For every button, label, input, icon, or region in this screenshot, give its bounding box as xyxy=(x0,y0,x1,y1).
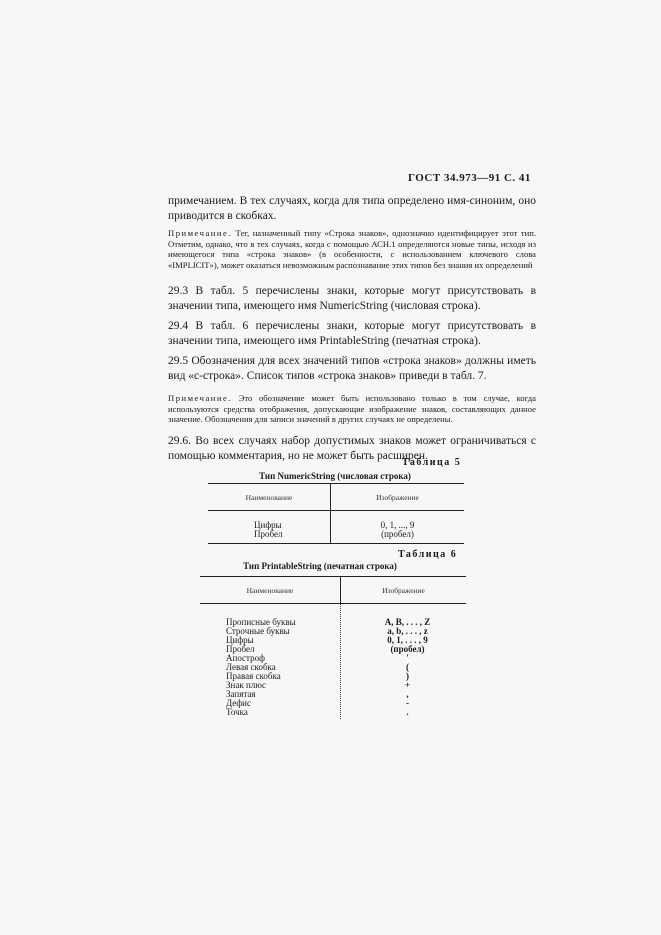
table-5-row-1-cell xyxy=(208,530,331,544)
table-6-row-1-image: a, b, . . . , z xyxy=(387,626,428,636)
note-1-body: Tег, назначенный типу «Строка знаков», однозначно идентифицирует этот тип. Отметим, однако, что в тех случаях, когда с помощью АСН.1 определяются новые типы, исходя из имеющегося типа «строка знаков» (в особенности, с использованием ключевого слова «IMPLICIT»), может оказаться невозможным распознавание этих типов без знания их определений xyxy=(168,228,536,270)
table-6 xyxy=(200,576,466,719)
table-6-row-3-name: Пробел xyxy=(226,644,255,654)
table-5-col-name: Наименование xyxy=(208,484,331,511)
table-5-names xyxy=(208,511,331,531)
table-6-row-7-name: Знак плюс xyxy=(226,680,266,690)
table-row xyxy=(208,530,464,544)
table-6-row-3-image: (пробел) xyxy=(390,644,425,654)
table-6-row-1-name: Строчные буквы xyxy=(226,626,290,636)
paragraph-intro: примечанием. В тех случаях, когда для типа определено имя-синоним, оно приводится в скобках. xyxy=(168,195,536,222)
table-6-row-7-image: + xyxy=(404,680,411,690)
paragraph-29-3: 29.3 В табл. 5 перечислены знаки, которые могут присутствовать в значении типа, имеющего имя NumericString (числовая строка). xyxy=(168,285,536,312)
table-5-col-image: Изображение xyxy=(331,484,465,511)
table-6-row-9-name: Дефис xyxy=(226,698,251,708)
note-1-head: Примечание. xyxy=(168,228,232,238)
table-6-row-2-image: 0, 1, . . . , 9 xyxy=(387,635,428,645)
table-6-images xyxy=(341,604,467,720)
note-2-head: Примечание. xyxy=(168,393,232,403)
table-5-row-0-name: Цифры xyxy=(254,520,282,530)
table-6-row-9-image: - xyxy=(406,698,409,708)
table-6-names xyxy=(200,604,341,720)
table-6-row-5-image: ( xyxy=(406,662,409,672)
table-6-row-6-name: Правая скобка xyxy=(226,671,281,681)
table-6-caption: Тип PrintableString (печатная строка) xyxy=(243,561,397,571)
table-6-row-6-image: ) xyxy=(406,671,409,681)
paragraph-29-5: 29.5 Обозначения для всех значений типов «строка знаков» должны иметь вид «с-строка». Список типов «строка знаков» приведи в табл. 7. xyxy=(168,355,536,382)
table-5-header-row xyxy=(208,484,464,511)
note-2-body: Это обозначение может быть использовано только в том случае, когда используются средства отображения, допускающие изображение знаков, составляющих данное значение. Обозначения для записи значений в других случаях не определены. xyxy=(168,393,536,425)
table-6-row-4-image: ' xyxy=(406,653,409,663)
table-5-images xyxy=(331,511,465,531)
note-2 xyxy=(168,393,536,425)
table-5-row-0-image: 0, 1, ..., 9 xyxy=(380,520,415,530)
table-6-row-8-image: , xyxy=(406,689,409,699)
table-6-row-5-name: Левая скобка xyxy=(226,662,276,672)
table-6-row-0-name: Прописные буквы xyxy=(226,617,296,627)
note-1 xyxy=(168,228,536,270)
table-6-row-0-image: A, B, . . . , Z xyxy=(384,617,431,627)
table-6-header-row xyxy=(200,577,466,604)
table-5-caption: Тип NumericString (числовая строка) xyxy=(259,471,411,481)
table-5-row-1-name: Пробел xyxy=(254,529,283,539)
paragraph-29-6: 29.6. Во всех случаях набор допустимых знаков может ограничиваться с помощью комментария, но не может быть расширен. xyxy=(168,435,536,462)
table-5 xyxy=(208,483,464,544)
table-5-label: Таблица 5 xyxy=(402,457,462,468)
table-row xyxy=(208,511,464,531)
table-5-row-1-img-cell xyxy=(331,530,465,544)
table-6-col-name: Наименование xyxy=(200,577,341,604)
table-6-body xyxy=(200,604,466,720)
table-6-row-4-name: Апостроф xyxy=(226,653,265,663)
paragraph-29-4: 29.4 В табл. 6 перечислены знаки, которые могут присутствовать в значении типа, имеющего имя PrintableString (печатная строка). xyxy=(168,320,536,347)
table-6-col-image: Изображение xyxy=(341,577,467,604)
table-6-label: Таблица 6 xyxy=(398,549,458,560)
table-5-row-1-image: (пробел) xyxy=(381,529,414,539)
table-6-row-2-name: Цифры xyxy=(226,635,254,645)
table-6-row-8-name: Запятая xyxy=(226,689,256,699)
table-6-row-10-name: Точка xyxy=(226,707,248,717)
table-6-row-10-image: . xyxy=(406,707,409,717)
page-header: ГОСТ 34.973—91 С. 41 xyxy=(408,172,531,184)
